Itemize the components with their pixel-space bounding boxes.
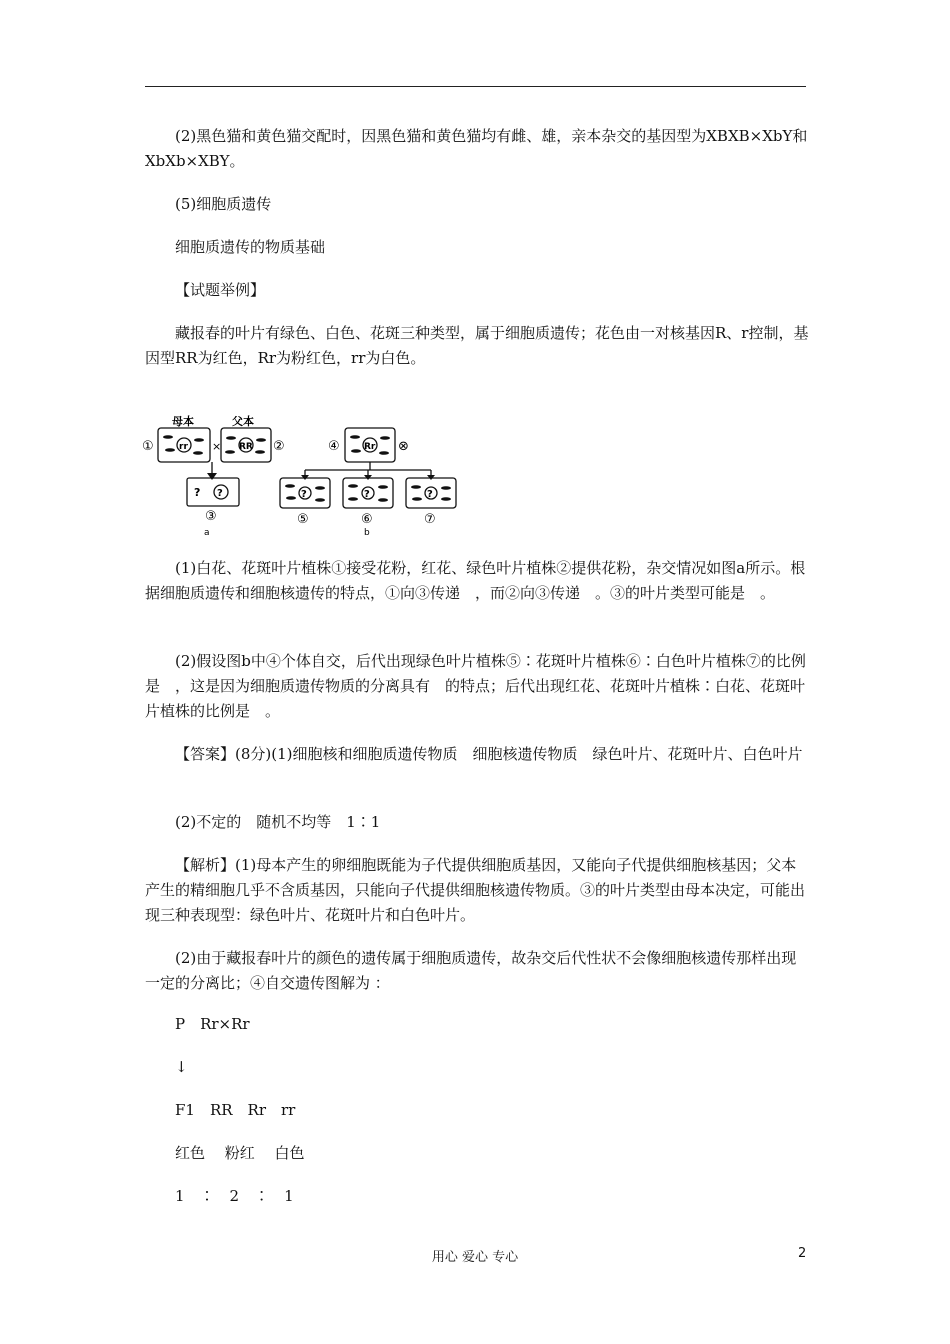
cross-parent-line: P Rr×Rr bbox=[175, 1015, 250, 1033]
offspring-b2-unknown: ? bbox=[364, 489, 370, 500]
header-rule bbox=[145, 86, 806, 87]
offspring-prefix: ? bbox=[194, 486, 201, 499]
label-num6: ⑥ bbox=[361, 512, 373, 527]
analysis-part-1: 【解析】(1)母本产生的卵细胞既能为子代提供细胞质基因，又能向子代提供细胞核基因；父本产生的精细胞几乎不含质基因，只能向子代提供细胞核遗传物质。③的叶片类型由母本决定，可能出现三种表现型：绿色叶片、花斑叶片和白色叶片。 bbox=[145, 856, 806, 924]
parent-b-gene: Rr bbox=[364, 442, 376, 452]
label-num3: ③ bbox=[205, 509, 217, 524]
cross-symbol: × bbox=[212, 440, 222, 453]
question-1: (1)白花、花斑叶片植株①接受花粉，红花、绿色叶片植株②提供花粉，杂交情况如图a所示。根据细胞质遗传和细胞核遗传的特点，①向③传递 ，而②向③传递 。③的叶片类型可能是 。 bbox=[145, 559, 806, 602]
label-num7: ⑦ bbox=[424, 512, 436, 527]
label-num2: ② bbox=[273, 439, 285, 454]
caption-b: b bbox=[364, 528, 370, 538]
paragraph-cat-cross: (2)黑色猫和黄色猫交配时，因黑色猫和黄色猫均有雌、雄，亲本杂交的基因型为XBXB×XbY和XbXb×XBY。 bbox=[145, 127, 808, 170]
answer-block: 【答案】(8分)(1)细胞核和细胞质遗传物质 细胞核遗传物质 绿色叶片、花斑叶片、白色叶片 bbox=[175, 745, 803, 763]
label-num1: ① bbox=[142, 439, 154, 454]
father-label: 父本 bbox=[232, 415, 254, 428]
answer-part-2: (2)不定的 随机不均等 1∶1 bbox=[175, 813, 381, 831]
offspring-b1-unknown: ? bbox=[301, 489, 307, 500]
footer-text: 用心 爱心 专心 bbox=[431, 1250, 519, 1265]
page-number: 2 bbox=[798, 1246, 807, 1261]
cross-phenotype-line: 红色 粉红 白色 bbox=[175, 1144, 305, 1162]
mother-gene: rr bbox=[179, 442, 188, 452]
label-num5: ⑤ bbox=[297, 512, 309, 527]
cross-arrow: ↓ bbox=[175, 1058, 188, 1076]
analysis-part-2: (2)由于藏报春叶片的颜色的遗传属于细胞质遗传，故杂交后代性状不会像细胞核遗传那样出现一定的分离比；④自交遗传图解为 ： bbox=[145, 949, 797, 992]
offspring-b3-unknown: ? bbox=[427, 489, 433, 500]
cross-f1-line: F1 RR Rr rr bbox=[175, 1101, 296, 1119]
offspring-unknown: ? bbox=[217, 488, 223, 499]
example-heading: 【试题举例】 bbox=[175, 281, 266, 299]
caption-a: a bbox=[204, 528, 210, 538]
cross-ratio-line: 1 ∶ 2 ∶ 1 bbox=[175, 1187, 294, 1205]
question-2: (2)假设图b中④个体自交，后代出现绿色叶片植株⑤∶花斑叶片植株⑥∶白色叶片植株⑦的比例是 ，这是因为细胞质遗传物质的分离具有 的特点；后代出现红花、花斑叶片植株∶白花、花斑叶片植株的比例是 。 bbox=[145, 652, 806, 720]
father-gene: RR bbox=[239, 442, 253, 452]
genetics-figure bbox=[140, 410, 470, 538]
paragraph-primrose-intro: 藏报春的叶片有绿色、白色、花斑三种类型，属于细胞质遗传；花色由一对核基因R、r控制，基因型RR为红色，Rr为粉红色，rr为白色。 bbox=[145, 324, 809, 367]
label-num4: ④ bbox=[328, 439, 340, 454]
paragraph-material-basis: 细胞质遗传的物质基础 bbox=[175, 238, 326, 256]
mother-label: 母本 bbox=[172, 415, 194, 428]
section-heading-cytoplasmic: (5)细胞质遗传 bbox=[175, 195, 272, 213]
self-cross-symbol: ⊗ bbox=[398, 439, 409, 454]
